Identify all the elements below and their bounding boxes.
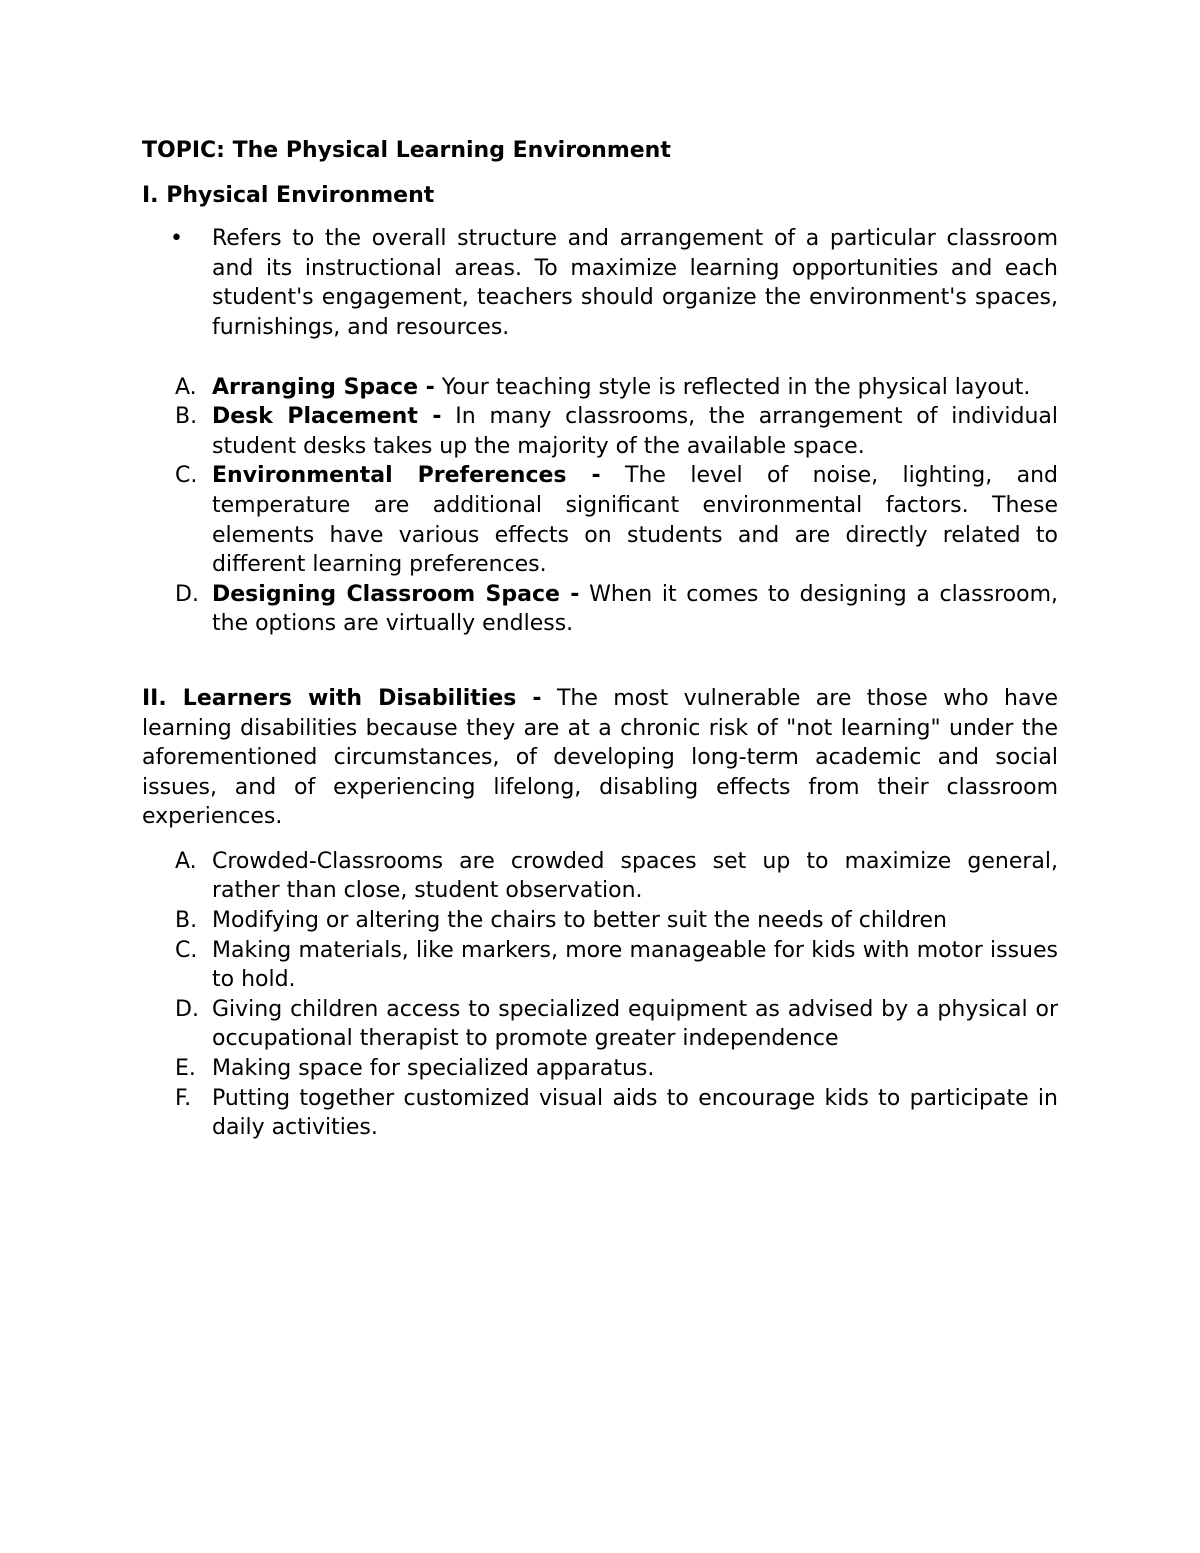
bullet-text: Refers to the overall structure and arrangement of a particular classroom and its instructional areas. To maximize learning opportunities and each student's engagement, teachers should organize the environment's spaces, furnishings, and resources. xyxy=(212,226,1058,340)
list-item xyxy=(142,373,1058,403)
list-item-letter: C. xyxy=(175,463,198,489)
list-item xyxy=(142,580,1058,639)
list-item-letter: B. xyxy=(175,908,198,934)
list-item-letter: A. xyxy=(175,374,197,400)
document-page xyxy=(142,136,1058,1143)
list-item-letter: D. xyxy=(175,996,199,1022)
list-item xyxy=(142,847,1058,906)
list-item-letter: A. xyxy=(175,848,197,874)
list-item-letter: C. xyxy=(175,937,198,963)
list-item-letter: D. xyxy=(175,581,199,607)
section-2-lettered-list xyxy=(142,847,1058,1143)
section-2-heading: II. Learners with Disabilities - xyxy=(142,685,542,711)
list-item-text: When it comes to designing a classroom, the options are virtually endless. xyxy=(212,581,1058,637)
list-item xyxy=(142,402,1058,461)
bullet-icon: • xyxy=(170,226,183,252)
list-item-text: Your teaching style is reflected in the physical layout. xyxy=(434,374,1031,400)
list-item-title: Desk Placement - xyxy=(212,404,442,430)
list-item-title: Environmental Preferences - xyxy=(212,463,601,489)
section-2-text: The most vulnerable are those who have learning disabilities because they are at a chronic risk of "not learning" under the aforementioned circumstances, of developing long-term academic and social issues, and of experiencing lifelong, disabling effects from their classroom experiences. xyxy=(142,685,1058,830)
section-1-bullet-list xyxy=(142,224,1058,342)
list-item-title: Arranging Space - xyxy=(212,374,435,400)
section-1-lettered-list xyxy=(142,373,1058,639)
list-item xyxy=(142,1084,1058,1143)
list-item-text: Making materials, like markers, more manageable for kids with motor issues to hold. xyxy=(212,937,1058,993)
section-1-heading: I. Physical Environment xyxy=(142,182,435,208)
list-item-letter: B. xyxy=(175,404,198,430)
list-item-text: The level of noise, lighting, and temperature are additional significant environmental factors. These elements have various effects on students and are directly related to different learning preferences. xyxy=(212,463,1058,578)
list-item xyxy=(142,906,1058,936)
list-item-text: In many classrooms, the arrangement of individual student desks takes up the majority of the available space. xyxy=(212,404,1058,459)
list-item-text: Modifying or altering the chairs to better suit the needs of children xyxy=(212,908,947,934)
list-item xyxy=(142,461,1058,579)
list-item-letter: E. xyxy=(175,1056,196,1082)
list-item xyxy=(142,1054,1058,1084)
topic-title: TOPIC: The Physical Learning Environment xyxy=(142,138,671,163)
list-item-text: Crowded-Classrooms are crowded spaces set up to maximize general, rather than close, student observation. xyxy=(212,848,1058,904)
list-item-title: Designing Classroom Space - xyxy=(212,581,580,607)
list-item xyxy=(142,936,1058,995)
list-item-text: Giving children access to specialized equipment as advised by a physical or occupational therapist to promote greater independence xyxy=(212,996,1058,1052)
list-item xyxy=(142,995,1058,1054)
list-item-text: Making space for specialized apparatus. xyxy=(212,1056,655,1082)
list-item-text: Putting together customized visual aids to encourage kids to participate in daily activities. xyxy=(212,1085,1058,1141)
section-1-bullet-item xyxy=(142,224,1058,342)
section-2-paragraph xyxy=(142,684,1058,832)
list-item-letter: F. xyxy=(175,1085,192,1111)
